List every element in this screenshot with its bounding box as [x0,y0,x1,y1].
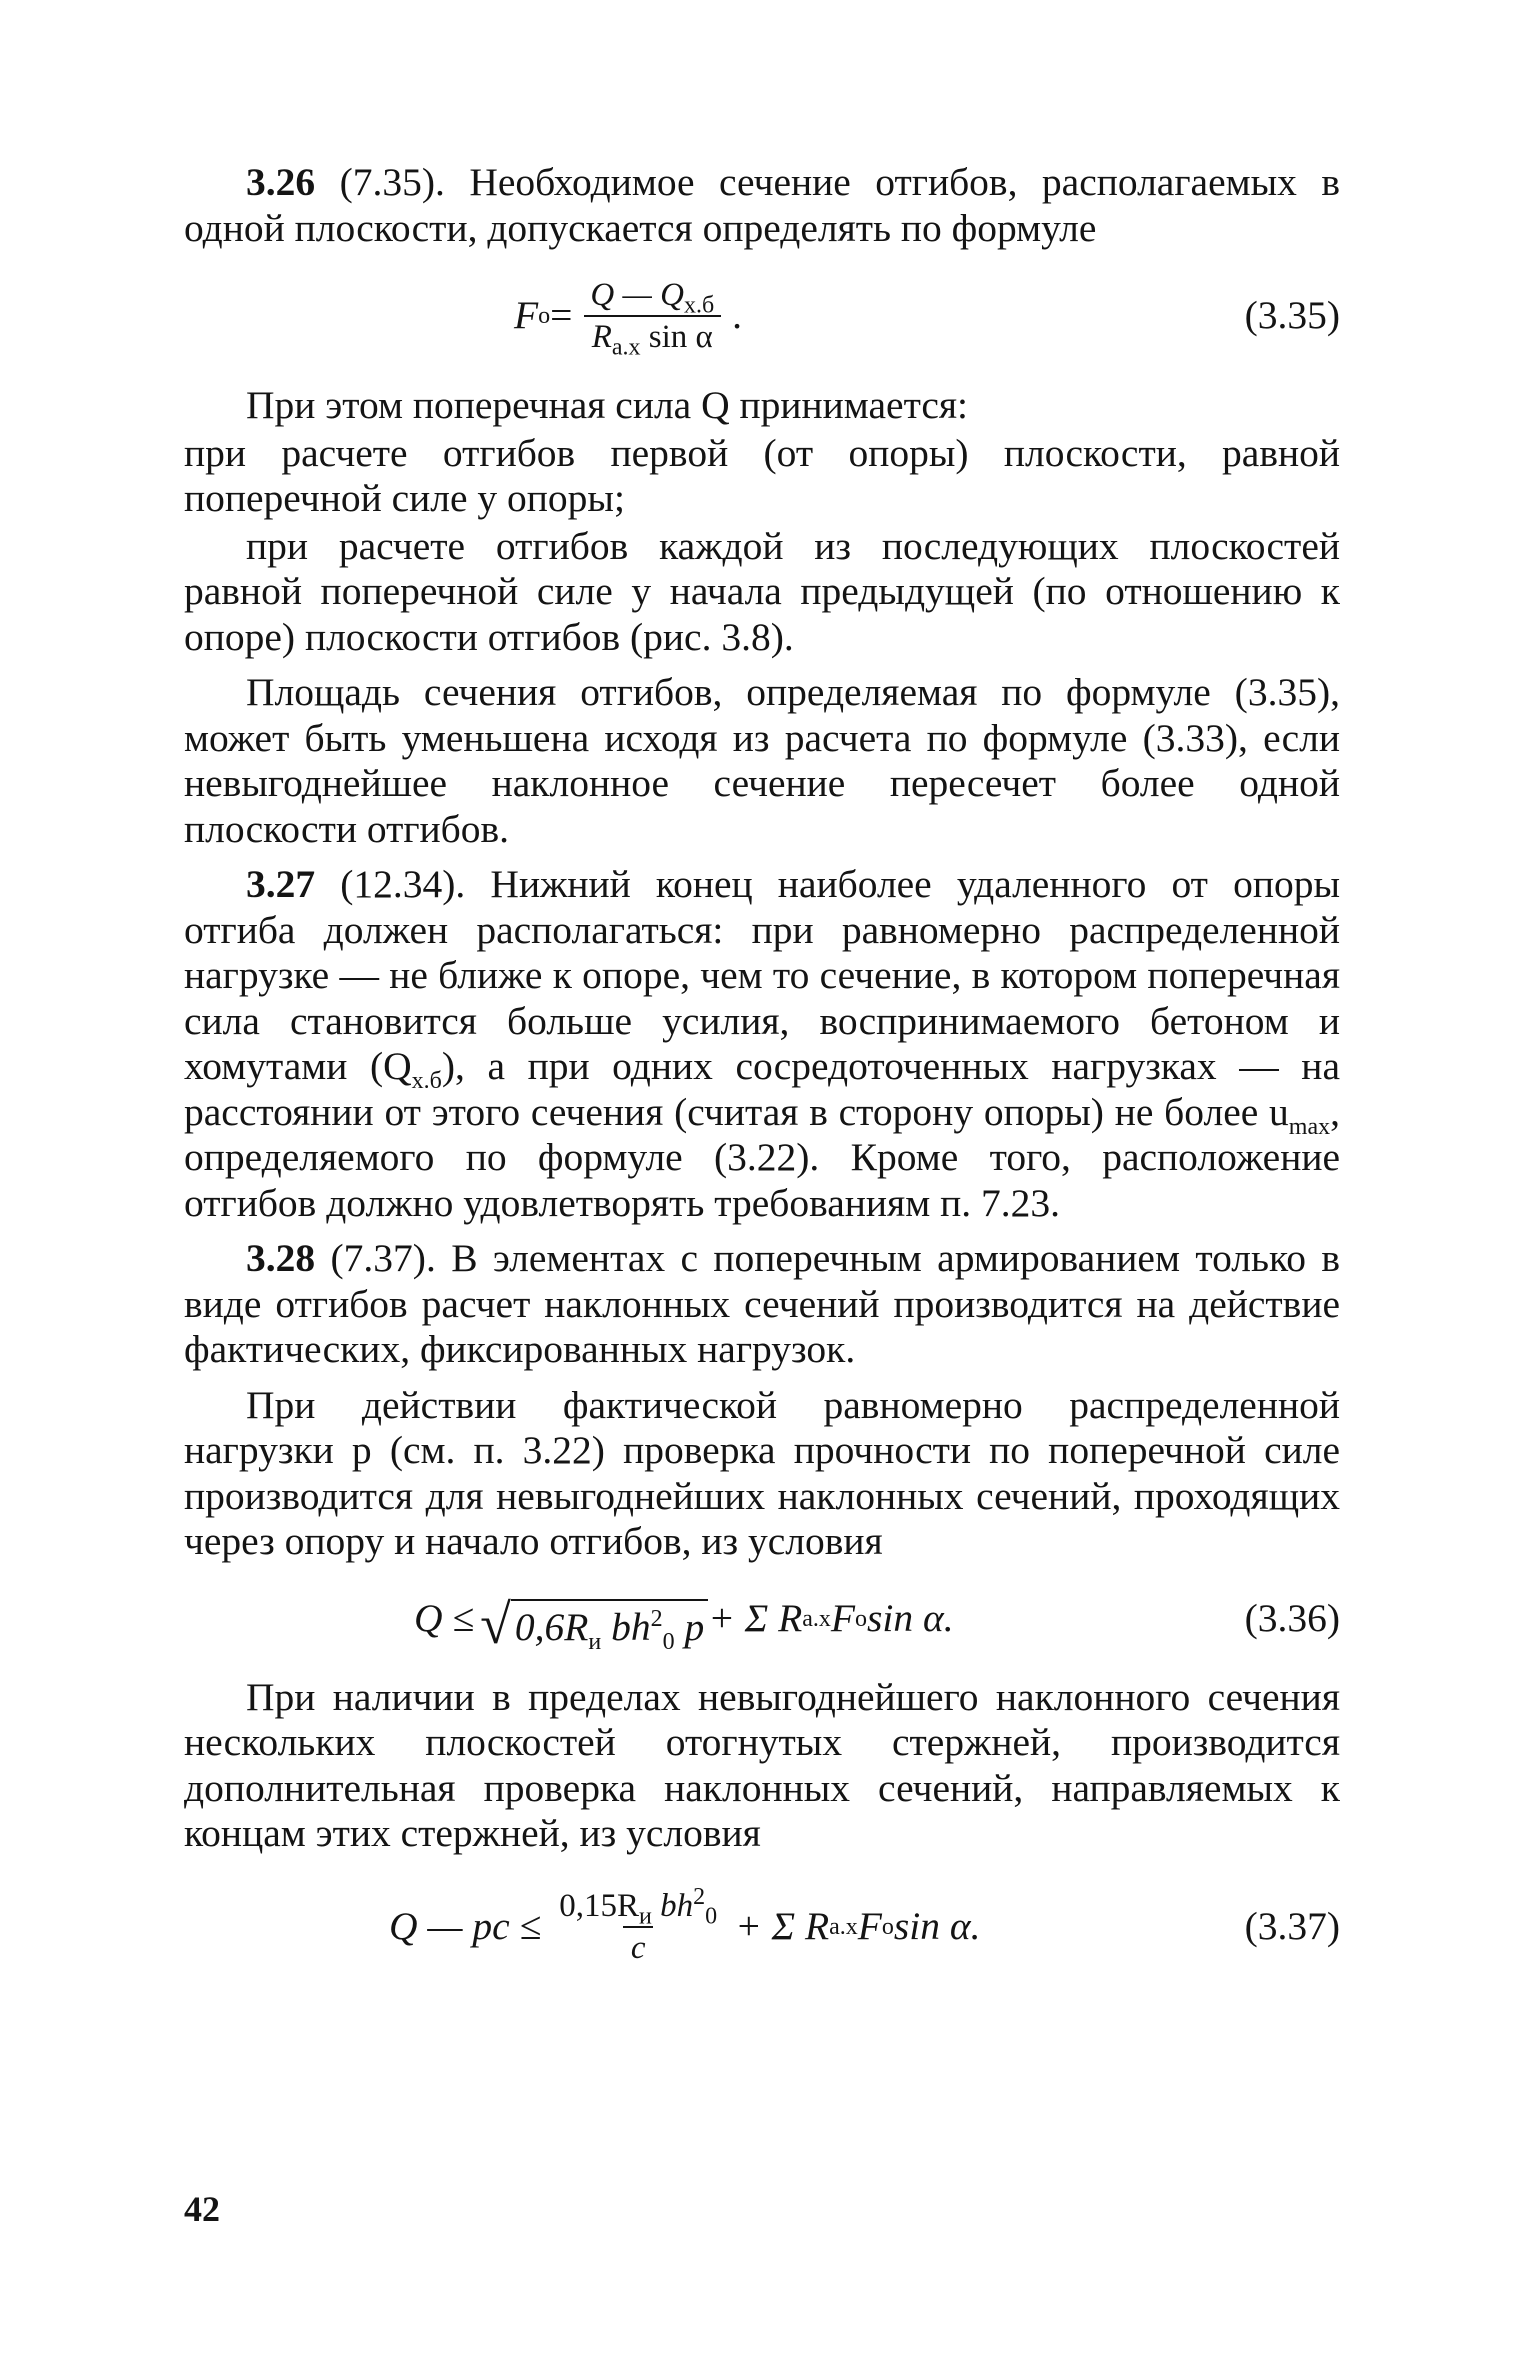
section-number: 3.28 [246,1236,316,1280]
fraction-denominator [584,315,721,361]
denominator-sub: а.х [611,334,641,361]
formula-number: (3.37) [1244,1903,1340,1948]
formula-lhs: Q — pc ≤ [389,1903,542,1948]
radicand-sub: и [588,1628,602,1655]
formula-lhs: Q ≤ [414,1595,475,1640]
formula-3-35 [184,257,1340,375]
radicand [511,1599,708,1655]
paragraph-uniform-load: При действии фактической равномерно распределенной нагрузки p (см. п. 3.22) проверка прочности по поперечной силе производится для невыгоднейших наклонных сечений, проходящих через опору и начало отгибов, из условия [184,1382,1340,1563]
denominator-text: R [591,319,612,355]
numerator-text: 0,15R [559,1887,639,1924]
formula-expression: Q — pc ≤ $\frac{0,15R_и bh^2_0}{c}$ + Σ R а.х F о sin α. [389,1883,981,1966]
paragraph-q-taken: При этом поперечная сила Q принимается: [246,383,968,427]
numerator-mid: bh [651,1887,694,1924]
page-body [184,160,1340,1999]
paragraph-next-planes: при расчете отгибов каждой из последующих плоскостей равной поперечной силе у начала предыдущей (по отношению к опоре) плоскости отгибов (рис. 3.8). [184,523,1340,659]
section-number: 3.26 [246,160,316,204]
paragraph-text: (7.37). В элементах с поперечным армированием только в виде отгибов расчет наклонных сечений производится на действие фактических, фиксированных нагрузок. [184,1236,1340,1371]
formula-equals: = [550,293,573,338]
formula-tail-end: sin α. [867,1595,954,1640]
paragraph-text-b: ), а при одних сосредоточенных нагрузках — на расстоянии от этого сечения (считая в сторону опоры) не более u [184,1044,1340,1134]
paragraph-area: Площадь сечения отгибов, определяемая по формуле (3.35), может быть уменьшена исходя из расчета по формуле (3.33), если невыгоднейшее наклонное сечение пересечет более одной плоскости отгибов. [184,670,1340,851]
formula-dot: . [732,293,743,338]
radicand-sub2: 0 [662,1628,675,1655]
formula-expression: F о = $\frac{Q — Q_{х.б}}{R_{а.х} \sin \alpha}$ . [514,277,743,361]
fraction-numerator [551,1883,725,1930]
formula-fraction [582,275,722,361]
paragraph-first-plane: при расчете отгибов первой (от опоры) плоскости, равной поперечной силе у опоры; [184,430,1340,520]
formula-number: (3.36) [1244,1595,1340,1640]
paragraph-text-c: , определяемого по формуле (3.22). Кроме того, расположение отгибов должно удовлетворять требованиям п. 7.23. [184,1089,1340,1225]
paragraph-sub: х.б [411,1067,442,1094]
formula-plus: + Σ R [708,1595,803,1640]
formula-tail: F [830,1595,855,1640]
formula-expression: Q ≤ √ $0,6R_и$ $bh^2_0$ p + Σ R а.х F о sin α. [414,1571,954,1667]
paragraph-several-planes: При наличии в пределах невыгоднейшего наклонного сечения нескольких плоскостей отогнутых стержней, производится дополнительная проверка наклонных сечений, направляемых к концам этих стержней, из условия [184,1674,1340,1855]
radicand-tail: p [674,1604,705,1649]
radicand-sup: 2 [650,1605,663,1632]
paragraph-text: (7.35). Необходимое сечение отгибов, располагаемых в одной плоскости, допускается определять по формуле [184,160,1340,250]
denominator-tail: sin α [640,319,713,355]
paragraph-3-27 [184,862,1340,1226]
sqrt-icon: √ $0,6R_и$ $bh^2_0$ p [480,1589,708,1649]
section-number: 3.27 [246,862,316,906]
numerator-sub: и [639,1903,652,1930]
numerator-text: Q — Q [590,277,684,313]
radicand-text: 0,6R [514,1604,589,1649]
fraction-numerator [582,275,722,319]
formula-number: (3.35) [1244,293,1340,338]
formula-lhs: F [514,293,539,338]
paragraph-3-28 [184,1236,1340,1373]
page-number: 42 [184,2189,220,2229]
formula-plus: + Σ R [735,1903,830,1948]
formula-fraction [551,1883,725,1968]
paragraph-sub-max: max [1288,1113,1331,1140]
numerator-sub: х.б [683,292,715,319]
formula-tail-end: sin α. [893,1903,981,1948]
paragraph-text-a: (12.34). Нижний конец наиболее удаленного от опоры отгиба должен располагаться: при равномерно распределенной нагрузке — не ближе к опоре, чем то сечение, в котором поперечная сила становится больше усилия, воспринимаемого бетоном и хомутами (Q [184,862,1340,1088]
radicand-mid: bh [601,1604,651,1649]
formula-tail: F [857,1903,882,1948]
paragraph-3-26 [184,160,1340,251]
formula-3-36 [184,1571,1340,1667]
fraction-denominator: c [623,1926,654,1968]
numerator-sup: 2 [693,1883,706,1910]
numerator-sub2: 0 [705,1903,718,1930]
formula-3-37 [184,1863,1340,1991]
